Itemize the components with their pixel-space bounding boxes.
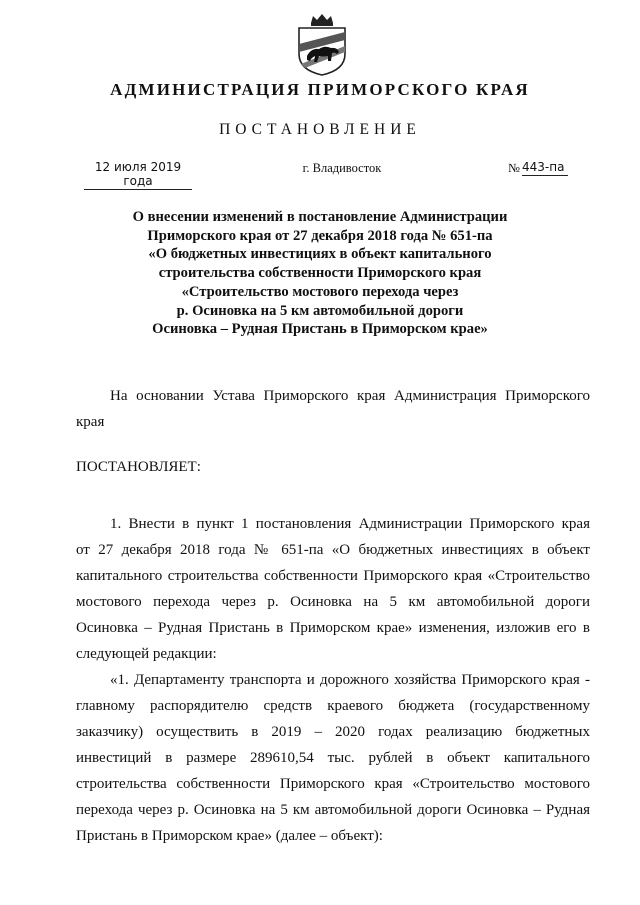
quote-line: заказчику) осуществить в 2019 – 2020 годах реализацию бюджетных	[76, 724, 590, 740]
item1-line: следующей редакции:	[76, 646, 217, 662]
quote-line: перехода через р. Осиновка на 5 км автомобильной дороги Осиновка – Рудная	[76, 802, 590, 818]
item1-line: Осиновка – Рудная Пристань в Приморском крае» изменения, изложив его в	[76, 620, 590, 636]
title-line: «Строительство мостового перехода через	[181, 283, 459, 300]
basis-paragraph	[76, 383, 590, 435]
body-text	[76, 511, 590, 849]
item1-line: 1. Внести в пункт 1 постановления Администрации Приморского края	[110, 516, 590, 532]
title-line: строительства собственности Приморского края	[158, 265, 482, 282]
title-line: Приморского края от 27 декабря 2018 года № 651-па	[147, 227, 493, 244]
resolve-heading: ПОСТАНОВЛЯЕТ:	[76, 459, 201, 475]
document-city: г. Владивосток	[302, 161, 382, 175]
document-title	[100, 208, 540, 339]
item1-line: капитального строительства собственности Приморского края «Строительство	[76, 568, 590, 584]
quote-line: Пристань в Приморском крае» (далее – объект):	[76, 828, 383, 844]
document-type: ПОСТАНОВЛЕНИЕ	[219, 121, 421, 138]
document-date: 12 июля 2019 года	[84, 160, 192, 190]
title-line: Осиновка – Рудная Пристань в Приморском крае»	[152, 321, 488, 338]
document-number: 443-па	[522, 160, 568, 176]
title-line: «О бюджетных инвестициях в объект капитального	[148, 246, 492, 263]
quote-line: строительства собственности Приморского края «Строительство мостового	[76, 776, 590, 792]
title-line: О внесении изменений в постановление Администрации	[132, 209, 508, 225]
quote-line: инвестиций в размере 289610,54 тыс. рублей в объект капитального	[76, 750, 590, 766]
quote-line: «1. Департаменту транспорта и дорожного хозяйства Приморского края -	[110, 672, 590, 688]
coat-of-arms-icon	[295, 14, 349, 76]
number-sign: №	[508, 161, 520, 175]
organization-name: АДМИНИСТРАЦИЯ ПРИМОРСКОГО КРАЯ	[110, 80, 530, 99]
item1-line: от 27 декабря 2018 года № 651-па «О бюджетных инвестициях в объект	[76, 542, 590, 558]
basis-line: На основании Устава Приморского края Администрация Приморского	[110, 388, 590, 404]
title-line: р. Осиновка на 5 км автомобильной дороги	[176, 302, 464, 319]
quote-line: главному распорядителю средств краевого бюджета (государственному	[76, 698, 590, 714]
basis-line: края	[76, 414, 105, 430]
item1-line: мостового перехода через р. Осиновка на 5 км автомобильной дороги	[76, 594, 590, 610]
